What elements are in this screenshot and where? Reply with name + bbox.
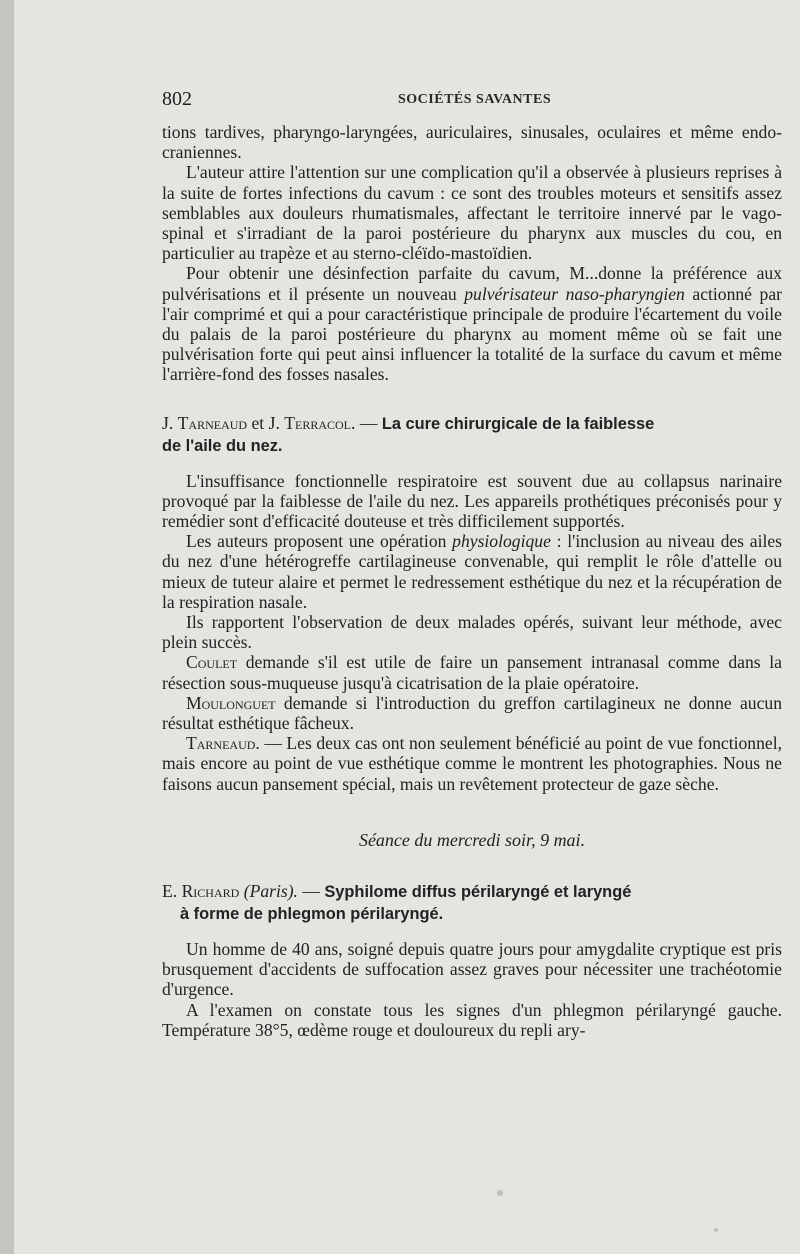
paragraph: A l'examen on constate tous les signes d'un phlegmon périlaryngé gauche. Température 38°5, œdème rouge et douloureux du repli ary-	[162, 999, 782, 1040]
heading-dash: —	[302, 880, 320, 901]
text-run: demande s'il est utile de faire un pansement intranasal comme dans la résection sous-muqueuse jusqu'à cicatrisation de la plaie opératoire.	[162, 652, 782, 693]
paragraph	[162, 733, 782, 794]
text-run: Les auteurs proposent une opération	[186, 531, 453, 552]
discussant-name: Moulonguet	[186, 692, 276, 713]
discussant-name: Tarneaud.	[186, 733, 260, 754]
author-initial: E.	[162, 880, 178, 901]
discussant-name: Coulet	[186, 652, 238, 673]
paragraph	[162, 693, 782, 733]
paragraph	[162, 263, 782, 384]
page-number: 802	[162, 88, 192, 110]
running-head	[162, 88, 782, 122]
communication-title: Syphilome diffus périlaryngé et laryngé	[324, 882, 632, 901]
scan-speck	[714, 1228, 718, 1232]
author-initial: J.	[268, 412, 280, 433]
text-run: : l'inclusion au niveau des ailes du nez d'une hétérogreffe cartilagineuse convenable, qui remplit le rôle d'attelle ou mieux de tuteur alaire et permet le redressement esthétique du nez et la récupération de la respiration nasale.	[162, 531, 783, 612]
author-name: Richard	[181, 880, 240, 901]
paragraph: L'auteur attire l'attention sur une complication qu'il a observée à plusieurs reprises à la suite de fortes infections du cavum : ce sont des troubles moteurs et sensitifs assez semblables aux douleurs rhumatismales, affectant le territoire innervé par le vago-spinal et s'irradiant de la paroi postérieure du pharynx aux muscles du cou, en particulier au trapèze et au sterno-cléïdo-mastoïdien.	[162, 162, 782, 264]
session-heading: Séance du mercredi soir, 9 mai.	[358, 829, 586, 850]
section-continuation	[162, 122, 782, 385]
paragraph	[162, 652, 782, 692]
author-city: (Paris).	[243, 880, 298, 901]
author-name: Terracol.	[284, 412, 356, 433]
communication-richard	[162, 881, 782, 1040]
italic-term: pulvérisateur naso-pharyngien	[464, 283, 685, 304]
text-run: demande si l'introduction du greffon cartilagineux ne donne aucun résultat esthétique fâcheux.	[162, 692, 782, 734]
communication-title-cont: à forme de phlegmon périlaryngé.	[180, 904, 444, 923]
communication-title: La cure chirurgicale de la faiblesse	[381, 414, 655, 433]
text-run: — Les deux cas ont non seulement bénéficié au point de vue fonctionnel, mais encore au point de vue esthétique comme le montrent les photographies. Nous ne faisons aucun pansement spécial, mais un revêtement protecteur de gaze sèche.	[162, 733, 782, 794]
paragraph: Un homme de 40 ans, soigné depuis quatre jours pour amygdalite cryptique est pris brusquement d'accidents de suffocation assez graves pour nécessiter une trachéotomie d'urgence.	[162, 938, 782, 1000]
page-content	[162, 88, 782, 1040]
communication-heading	[162, 881, 782, 925]
author-initial: J.	[162, 412, 174, 433]
paragraph: L'insuffisance fonctionnelle respiratoire est souvent due au collapsus narinaire provoqué par la faiblesse de l'aile du nez. Les appareils prothétiques préconisés pour y remédier sont d'efficacité douteuse et très difficilement supportés.	[162, 470, 782, 532]
communication-tarneaud-terracol	[162, 413, 782, 794]
running-title: SOCIÉTÉS SAVANTES	[398, 92, 552, 107]
author-join: et	[251, 412, 265, 433]
paragraph: Ils rapportent l'observation de deux malades opérés, suivant leur méthode, avec plein succès.	[162, 612, 782, 653]
communication-heading	[162, 413, 782, 457]
italic-term: physiologique	[452, 531, 551, 552]
text-run: Pour obtenir une désinfection parfaite du cavum, M...donne la préférence aux pulvérisations et il présente un nouveau	[162, 263, 782, 304]
author-name: Tarneaud	[177, 412, 248, 433]
book-page	[14, 0, 800, 1254]
scan-left-margin	[0, 0, 14, 1254]
paragraph	[162, 531, 782, 612]
paragraph: tions tardives, pharyngo-laryngées, auriculaires, sinusales, oculaires et même endo-craniennes.	[162, 122, 782, 163]
spacer	[162, 385, 782, 413]
communication-title-cont: de l'aile du nez.	[162, 436, 283, 455]
heading-dash: —	[359, 412, 378, 433]
scan-speck	[497, 1190, 503, 1196]
text-run: actionné par l'air comprimé et qui a pour caractéristique principale de produire l'écartement du voile du palais de la paroi postérieure du pharynx au moment même où se fait une pulvérisation forte qui peut ainsi influencer la totalité de la surface du cavum et même l'arrière-fond des fosses nasales.	[162, 283, 782, 385]
